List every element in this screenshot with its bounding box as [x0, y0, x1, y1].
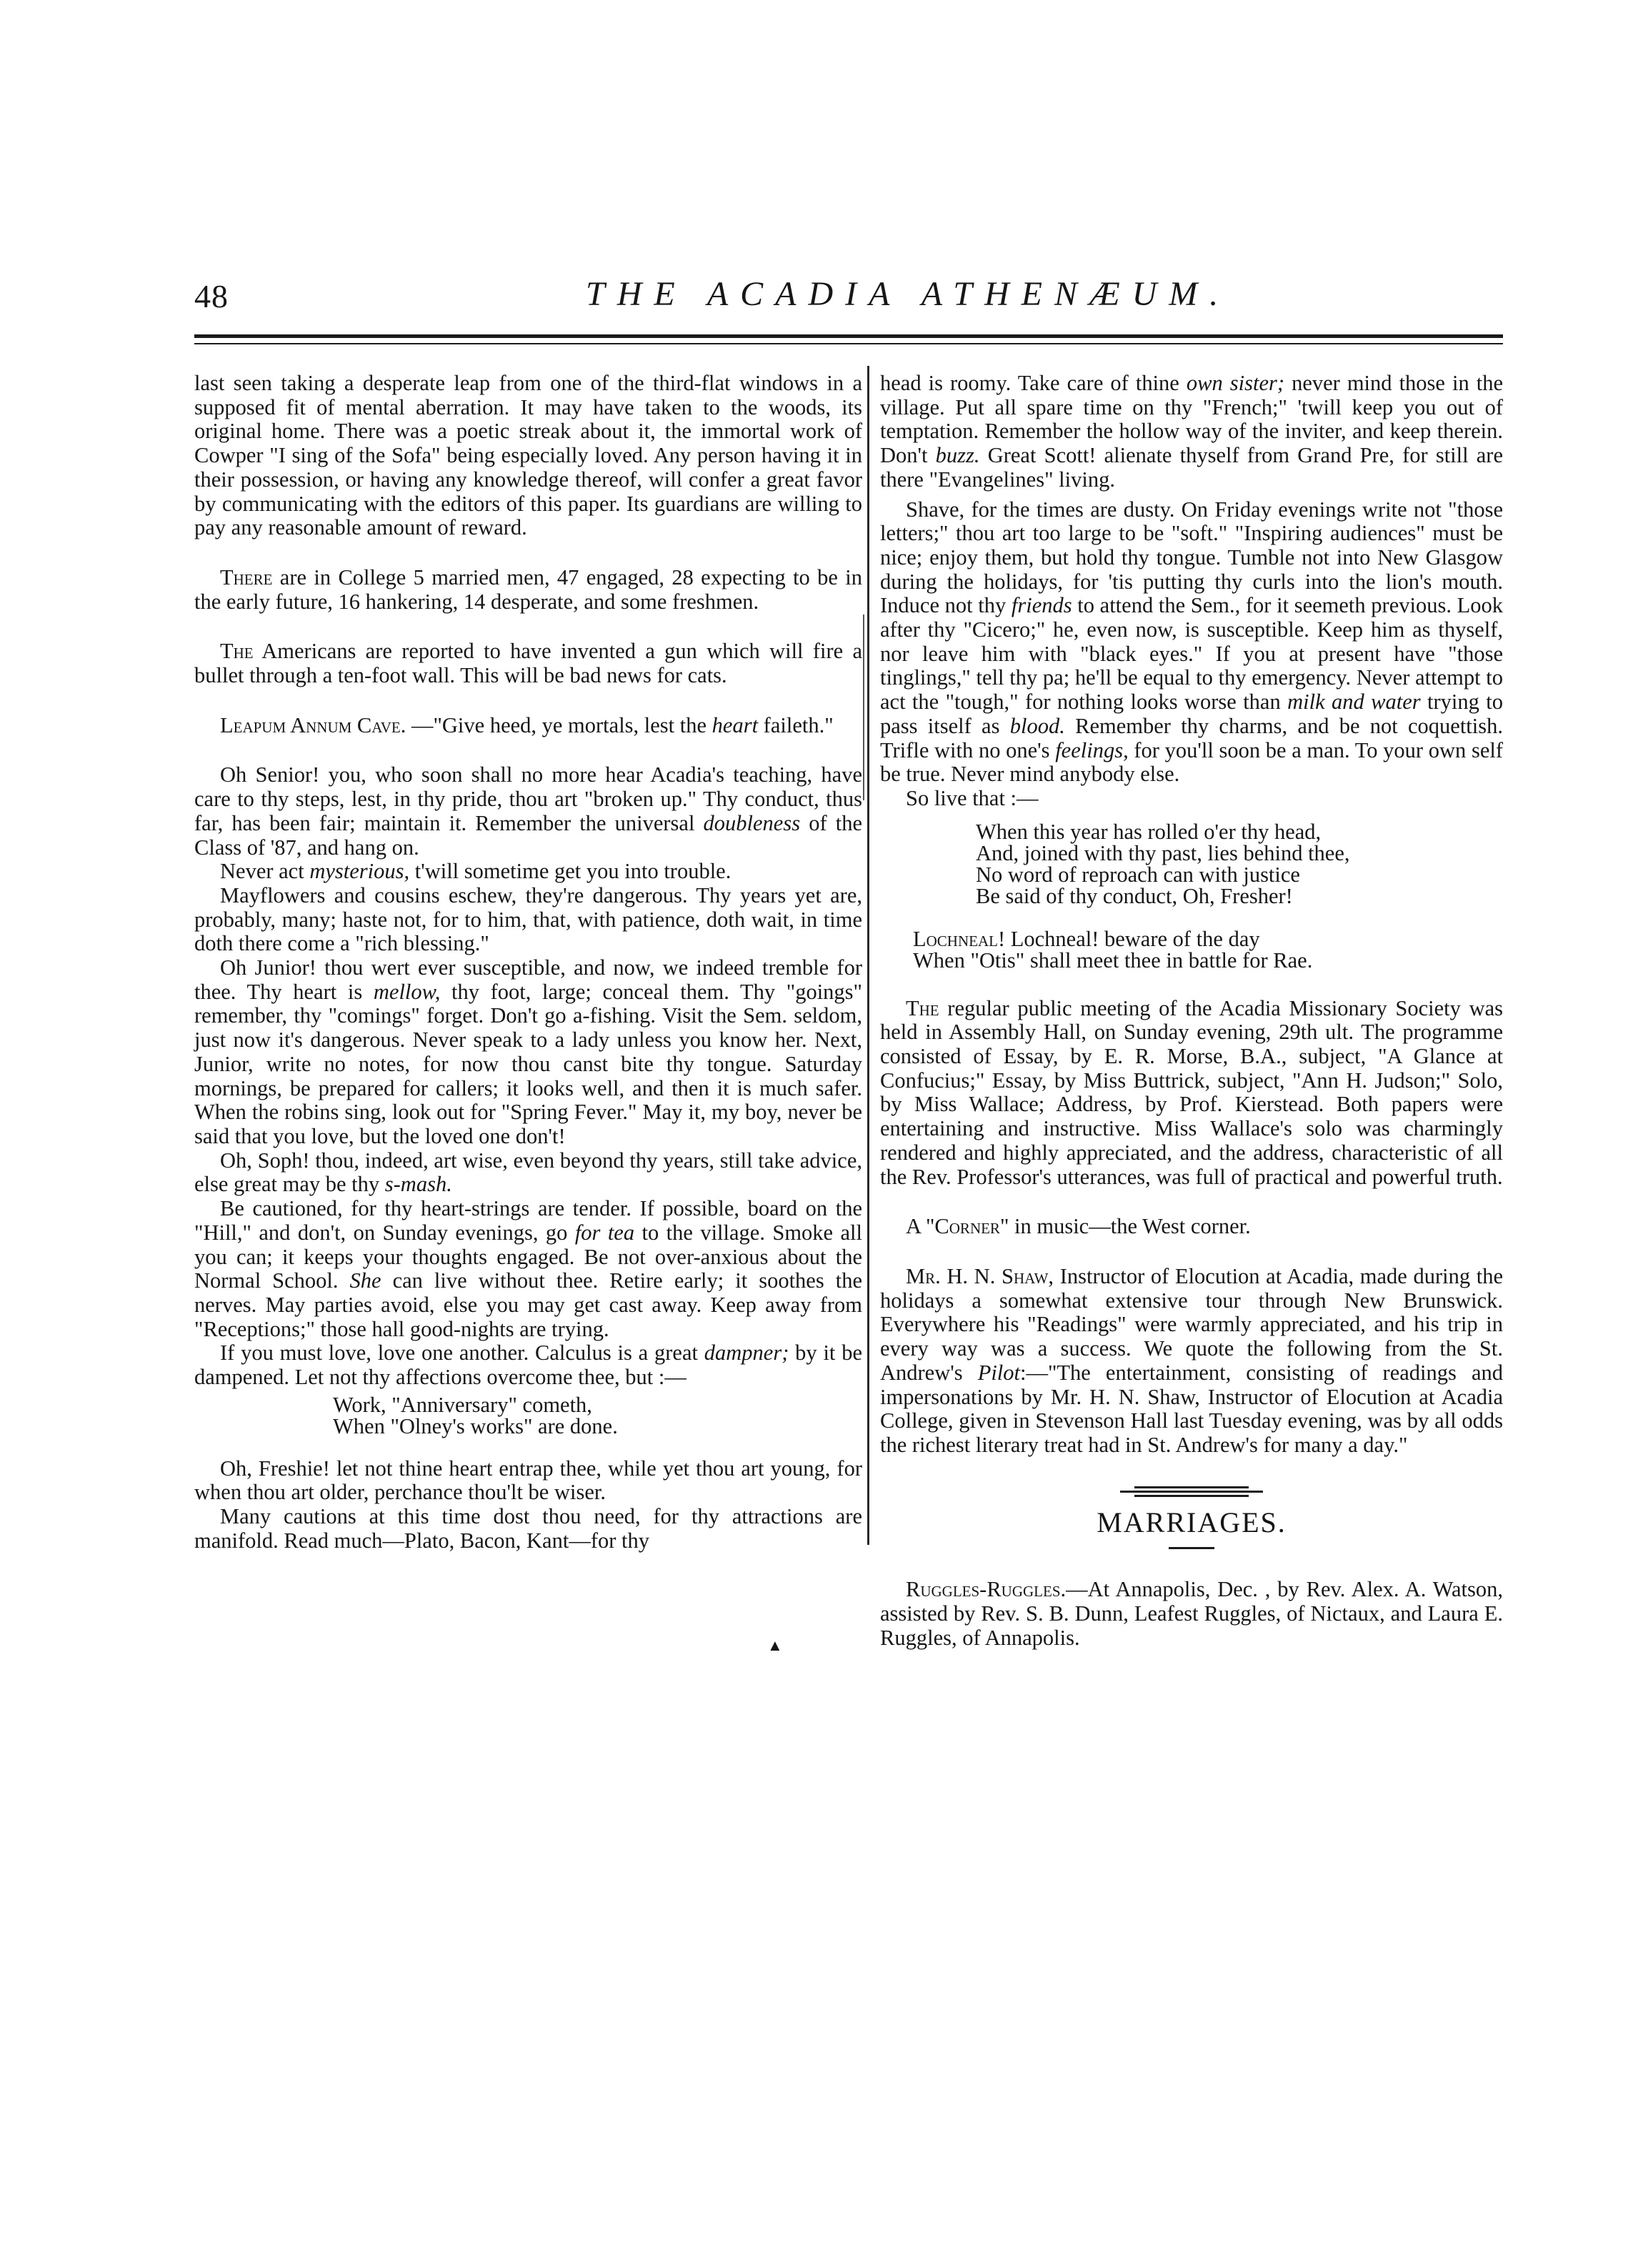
right-column — [880, 372, 1503, 1650]
paragraph-text: Americans are reported to have invented a gun which will fire a bullet through a ten-foot wall. This will be bad news for cats. — [194, 639, 862, 688]
shaw-paragraph — [880, 1265, 1503, 1458]
header-rule — [194, 334, 1503, 338]
column-divider-fragment — [863, 615, 864, 800]
paragraph-text: Great Scott! alienate thyself from Grand Pre, for still are there "Evangelines" living. — [880, 443, 1503, 492]
senior-paragraph — [194, 763, 862, 860]
many-cautions-paragraph: Many cautions at this time dost thou need, for thy attractions are manifold. Read much—Plato, Bacon, Kant—for thy — [194, 1504, 862, 1553]
emphasis: blood. — [1009, 713, 1065, 738]
emphasis: buzz. — [935, 443, 980, 468]
paragraph-text: :—"The entertainment, consisting of readings and impersonations by Mr. H. N. Shaw, Instructor of Elocution at Acadia College, given in Stevenson Hall last Tuesday evening, was by all odds the richest literary treat had in St. Andrew's for many a day." — [880, 1360, 1503, 1457]
heading-rule — [1169, 1547, 1214, 1549]
verse-line: Be said of thy conduct, Oh, Fresher! — [976, 883, 1293, 908]
never-act-paragraph — [194, 860, 862, 884]
married-men-paragraph — [194, 566, 862, 614]
lead-word: The — [906, 995, 939, 1020]
paragraph-text: —At Annapolis, Dec. , by Rev. Alex. A. Watson, assisted by Rev. S. B. Dunn, Leafest Ruggles, of Nictaux, and Laura E. Ruggles, of Annapolis. — [880, 1577, 1503, 1650]
paragraph-text: regular public meeting of the Acadia Missionary Society was held in Assembly Hall, on Sunday evening, 29th ult. The programme consisted of Essay, by E. R. Morse, B.A., subject, "A Glance at Confucius;" Essay, by Miss Buttrick, subject, "Ann H. Judson;" Solo, by Miss Wallace; Address, by Prof. Kierstead. Both papers were entertaining and instructive. Miss Wallace's solo was charmingly rendered and highly appreciated, and the address, characteristic of all the Rev. Professor's utterances, was full of practical and powerful truth. — [880, 995, 1503, 1189]
paragraph-text: head is roomy. Take care of thine — [880, 371, 1187, 395]
paragraph-text: t'will sometime get you into trouble. — [409, 859, 731, 884]
paragraph-text: never mind those in the village. Put all spare time on thy "French;" 'twill keep you out of temptation. Remember the hollow way of the inviter, and keep therein. Don't — [880, 371, 1504, 468]
freshie-paragraph: Oh, Freshie! let not thine heart entrap thee, while yet thou art young, for when thou art older, perchance thou'lt be wiser. — [194, 1456, 862, 1505]
paragraph-text: to attend the Sem., for it seemeth previous. Look after thy "Cicero;" he, even now, is susceptible. Keep him as thyself, nor leave him with "black eyes." If you at present have "those tinglings," tell thy pa; he'll be equal to thy emergency. Never attempt to act the "tough," for nothing looks worse than — [880, 593, 1503, 715]
lead-word: There — [220, 564, 273, 590]
paragraph-text: of the Class of '87, and hang on. — [194, 810, 863, 860]
lochneal-line — [913, 928, 1503, 950]
love-paragraph — [194, 1341, 862, 1389]
paragraph-text: Never act — [220, 859, 310, 884]
paragraph-text: Oh Junior! thou wert ever susceptible, and now, we indeed tremble for thee. Thy heart is — [194, 955, 862, 1004]
paragraph-text: —"Give heed, ye mortals, lest the — [406, 712, 712, 737]
paragraph-text: faileth." — [758, 712, 834, 737]
emphasis: She — [349, 1268, 381, 1293]
emphasis: own sister; — [1186, 371, 1285, 395]
emphasis: feelings, — [1055, 737, 1129, 762]
paragraph-text: If you must love, love one another. Calculus is a great — [220, 1341, 704, 1366]
paragraph-text: trying to pass itself as — [880, 690, 1503, 738]
junior-paragraph — [194, 956, 862, 1149]
marriages-heading: MARRIAGES. — [1097, 1506, 1287, 1538]
leapum-paragraph — [194, 714, 862, 738]
paragraph-text: A " — [906, 1214, 935, 1239]
verse-text: Lochneal! beware of the day — [1005, 926, 1260, 951]
emphasis: friends — [1011, 593, 1072, 618]
emphasis: Pilot — [977, 1360, 1020, 1385]
page-number: 48 — [194, 278, 229, 314]
lochneal-line-2: When "Otis" shall meet thee in battle for Rae. — [913, 948, 1313, 973]
signature-mark: ▲ — [767, 1636, 783, 1654]
lead-word: Ruggles-Ruggles. — [906, 1577, 1067, 1602]
corner-paragraph — [880, 1215, 1503, 1239]
paragraph-text: Be cautioned, for thy heart-strings are tender. If possible, board on the "Hill," and don't, on Sunday evenings, go — [194, 1196, 862, 1245]
gun-paragraph — [194, 640, 862, 687]
paragraph-text: Instructor of Elocution at Acadia, made during the holidays a somewhat extensive tour through New Brunswick. Everywhere his "Readings" were warmly appreciated, and his trip in every way was a success. We quote the following from the St. Andrew's — [880, 1263, 1503, 1385]
emphasis: doubleness — [703, 810, 801, 835]
cautioned-paragraph — [194, 1197, 862, 1341]
missionary-paragraph — [880, 997, 1503, 1190]
section-ornament — [1120, 1486, 1263, 1496]
verse-line: And, joined with thy past, lies behind thee, — [976, 840, 1350, 865]
lost-sofa-paragraph: last seen taking a desperate leap from one of the third-flat windows in a supposed fit of mental aberration. It may have taken to the woods, its original home. There was a poetic streak about it, the immortal work of Cowper "I sing of the Sofa" being especially loved. Any person having it in their possession, or having any knowledge thereof, will confer a great favor by communicating with the editors of this paper. Its guardians are willing to pay any reasonable amount of reward. — [194, 371, 862, 540]
paragraph-text: to the village. Smoke all you can; it keeps your thoughts engaged. Be not over-anxious about the Normal School. — [194, 1220, 862, 1293]
mayflowers-paragraph: Mayflowers and cousins eschew, they're dangerous. Thy years yet are, probably, many; haste not, for to him, that, with patience, doth wait, in time doth there come a "rich blessing." — [194, 882, 862, 956]
lead-word: Leapum Annum Cave. — [220, 712, 406, 737]
emphasis: s-mash. — [384, 1172, 452, 1197]
running-title: THE ACADIA ATHENÆUM. — [586, 275, 1231, 313]
paragraph-text: Oh Senior! you, who soon shall no more hear Acadia's teaching, have care to thy steps, lest, in thy pride, thou art "broken up." Thy conduct, thus far, has been fair; maintain it. Remember the universal — [194, 762, 862, 835]
column-divider — [867, 366, 869, 1545]
head-roomy-paragraph — [880, 372, 1503, 492]
header-rule-thin — [194, 343, 1503, 344]
verse-line: When "Olney's works" are done. — [333, 1413, 618, 1438]
paragraph-text: by it be dampened. Let not thy affections overcome thee, but :— — [194, 1341, 862, 1390]
paragraph-text: Remember thy charms, and be not coquettish. Trifle with no one's — [880, 713, 1503, 762]
paragraph-text: Shave, for the times are dusty. On Friday evenings write not "those letters;" thou art too large to be "soft." "Inspiring audiences" must be nice; enjoy them, but hold thy tongue. Tumble not into New Glasgow during the holidays, for 'tis putting thy curls into the lion's mouth. Induce not thy — [880, 497, 1503, 618]
emphasis: mellow, — [373, 979, 441, 1004]
marriage-notice — [880, 1578, 1503, 1650]
verse-line: Work, "Anniversary" cometh, — [333, 1392, 592, 1417]
shave-paragraph — [880, 498, 1503, 787]
lead-word: The — [220, 639, 254, 664]
lead-word: Mr. H. N. Shaw, — [906, 1263, 1054, 1288]
so-live-line: So live that :— — [906, 785, 1039, 810]
small-caps-word: Corner — [934, 1214, 1000, 1239]
paragraph-text: can live without thee. Retire early; it soothes the nerves. May parties avoid, else you may get cast away. Keep away from "Receptions;" those hall good-nights are trying. — [194, 1268, 862, 1341]
left-column — [194, 372, 862, 1553]
paragraph-text: thy foot, large; conceal them. Thy "goings" remember, thy "comings" forget. Don't go a-fishing. Visit the Sem. seldom, just now it's dangerous. Never speak to a lady unless you know her. Next, Junior, write no notes, for now thou canst bite thy tongue. Saturday mornings, be prepared for callers; it looks well, and then it is much safer. When the robins sing, look out for "Spring Fever." May it, my boy, never be said that you love, but the loved one don't! — [194, 979, 862, 1148]
emphasis: mysterious, — [309, 859, 410, 884]
paragraph-text: " in music—the West corner. — [999, 1214, 1251, 1239]
verse-line: No word of reproach can with justice — [976, 862, 1300, 887]
paragraph-text: Oh, Soph! thou, indeed, art wise, even beyond thy years, still take advice, else great may be thy — [194, 1148, 862, 1197]
emphasis: milk and water — [1287, 690, 1421, 715]
paragraph-text: for you'll soon be a man. To your own self be true. Never mind anybody else. — [880, 737, 1503, 787]
verse-line: When this year has rolled o'er thy head, — [976, 819, 1322, 844]
emphasis: dampner; — [704, 1341, 789, 1366]
paragraph-text: are in College 5 married men, 47 engaged, 28 expecting to be in the early future, 16 hankering, 14 desperate, and some freshmen. — [194, 564, 862, 614]
emphasis: for tea — [574, 1220, 635, 1245]
emphasis: heart — [711, 712, 759, 737]
lead-word: Lochneal! — [913, 926, 1006, 951]
soph-paragraph — [194, 1149, 862, 1197]
